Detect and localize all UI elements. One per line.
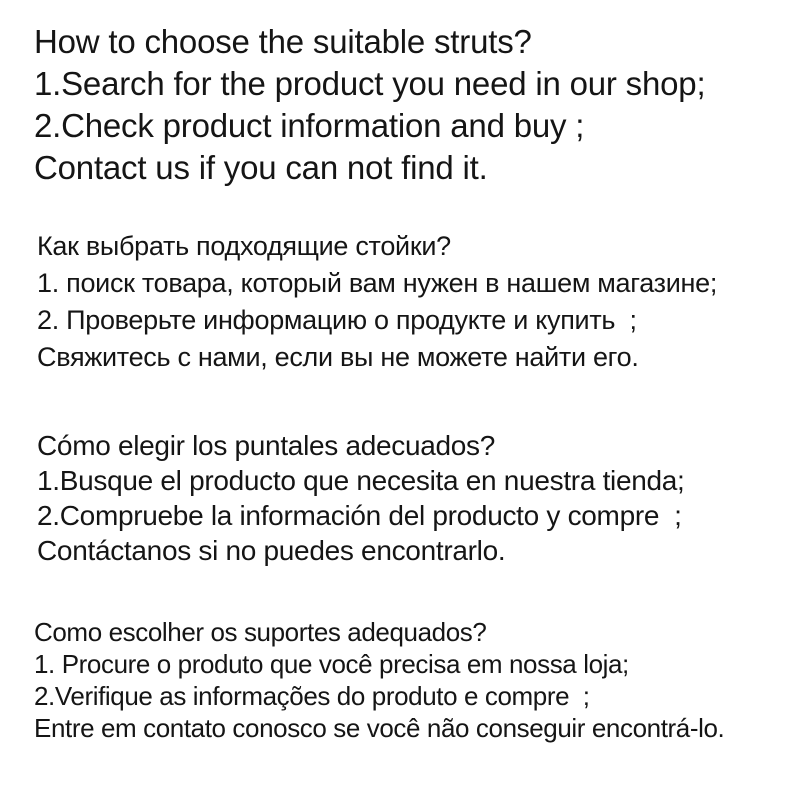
pt-step-2-line: 2.Verifique as informações do produto e compre ;: [34, 681, 590, 711]
en-step-1-line: 1.Search for the product you need in our shop;: [34, 65, 706, 102]
pt-heading-line: Como escolher os suportes adequados?: [34, 617, 487, 647]
ru-contact-line: Свяжитесь с нами, если вы не можете найти его.: [37, 342, 639, 372]
section-russian: [37, 228, 717, 376]
section-portuguese: [34, 616, 724, 744]
ru-step-2-line: 2. Проверьте информацию о продукте и купить ;: [37, 305, 637, 335]
es-step-1-line: 1.Busque el producto que necesita en nuestra tienda;: [37, 465, 685, 496]
en-heading-line: How to choose the suitable struts?: [34, 23, 532, 60]
section-english: [34, 21, 705, 189]
section-spanish: [37, 428, 685, 568]
en-step-2-line: 2.Check product information and buy ;: [34, 107, 585, 144]
es-step-2-line: 2.Compruebe la información del producto y compre ;: [37, 500, 682, 531]
en-contact-line: Contact us if you can not find it.: [34, 149, 488, 186]
es-contact-line: Contáctanos si no puedes encontrarlo.: [37, 535, 506, 566]
pt-contact-line: Entre em contato conosco se você não conseguir encontrá-lo.: [34, 713, 725, 743]
es-heading-line: Cómo elegir los puntales adecuados?: [37, 430, 496, 461]
ru-heading-line: Как выбрать подходящие стойки?: [37, 231, 451, 261]
pt-step-1-line: 1. Procure o produto que você precisa em nossa loja;: [34, 649, 629, 679]
ru-step-1-line: 1. поиск товара, который вам нужен в нашем магазине;: [37, 268, 718, 298]
